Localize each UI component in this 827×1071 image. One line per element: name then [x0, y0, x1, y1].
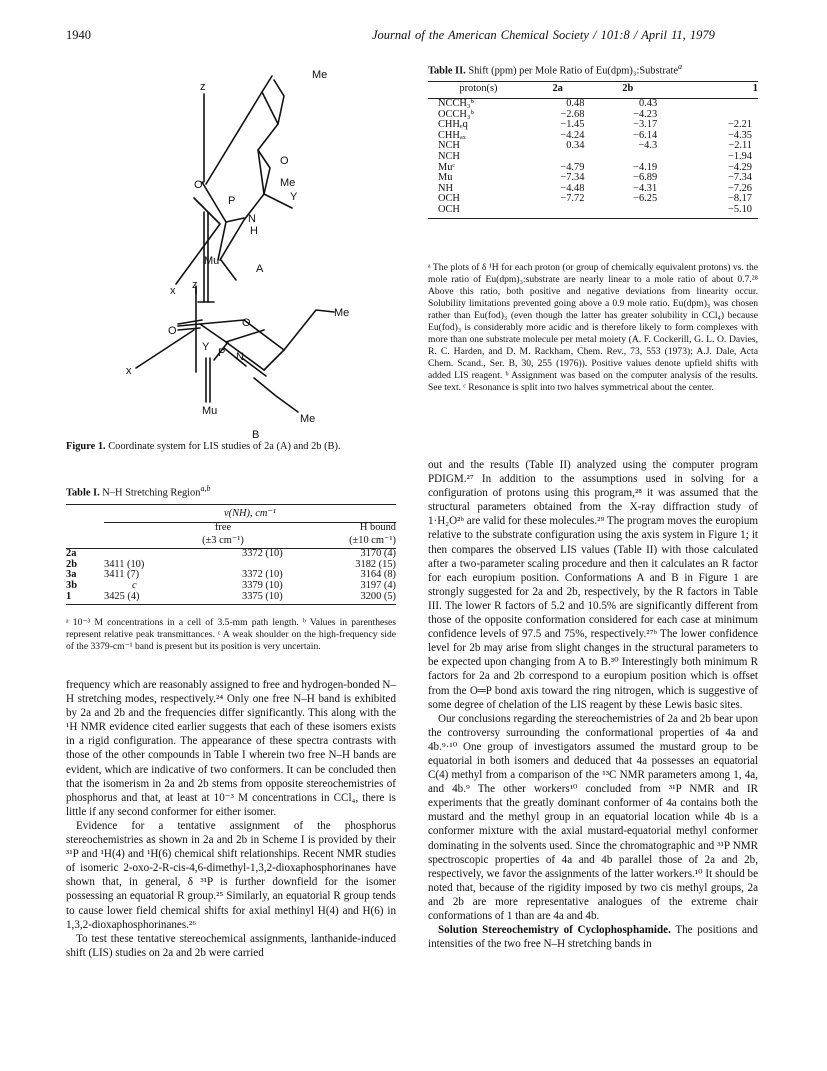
table-row: [428, 99, 758, 110]
table-2: [428, 62, 758, 219]
table-cell: 3170 (4): [360, 548, 396, 560]
fig-label: Y: [202, 341, 210, 353]
fig-label: x: [170, 285, 176, 297]
paragraph: Evidence for a tentative assignment of the phosphorus stereochemistries as shown in 2a and 2b in Scheme I is provided by their ³¹P and ¹H(4) and ¹H(6) chemical shift relationships. Recent NMR studies of isomeric 2-oxo-2-R-cis-4,6-dimethyl-1,3,2-dioxaphosphorinanes have shown that, in general, δ ³¹P is further downfield for the isomer possessing an equatorial R group.²⁵ Similarly, an equatorial R group tends to cause lower field chemical shifts for axial methinyl H(4) and H(6) in 1,3,2-dioxaphosphorinanes.²⁶: [66, 819, 396, 931]
table-cell: CHHₑq: [438, 119, 468, 131]
table-cell: 3a: [66, 569, 77, 581]
table-cell: −2.68: [560, 108, 585, 120]
table-cell: −4.23: [633, 108, 658, 120]
table-cell: −3.17: [633, 119, 658, 131]
table-cell: [586, 205, 669, 218]
fig-label: H: [250, 225, 258, 237]
section-text: The positions and intensities of the two free N–H stretching bands in: [428, 924, 758, 951]
right-column-text: [428, 458, 758, 951]
table-1-footnote: ᵃ 10⁻³ M concentrations in a cell of 3.5-mm path length. ᵇ Values in parentheses represent relative peak transmittances. ᶜ A weak shoulder on the high-frequency side of the 3379-cm⁻¹ band is present but its position is very uncertain.: [66, 617, 396, 652]
col-bound-unit: (±10 cm⁻¹): [342, 536, 396, 549]
fig-label: Me: [334, 307, 350, 319]
table-row: [428, 163, 758, 174]
table-cell: NCCH₃ᵇ: [438, 98, 474, 110]
table-cell: OCH: [428, 205, 529, 218]
table-cell: −7.72: [560, 193, 585, 205]
table-cell: −6.25: [633, 193, 658, 205]
table-row: [66, 592, 396, 605]
table-cell: OCH: [438, 193, 460, 205]
fig-label: Me: [300, 413, 316, 425]
table-cell: −6.89: [633, 172, 658, 184]
table-cell: NH: [438, 182, 454, 194]
table-cell: −1.45: [560, 119, 585, 131]
paragraph: To test these tentative stereochemical assignments, lanthanide-induced shift (LIS) studies on 2a and 2b were carried: [66, 932, 396, 959]
table-cell: 1: [66, 592, 104, 605]
table-cell: 3425 (4): [104, 592, 242, 605]
left-column-text: [66, 678, 396, 960]
figure-1-caption: [66, 440, 396, 453]
table-cell: −5.10: [669, 205, 758, 218]
fig-label: O: [168, 325, 177, 337]
table-cell: 3164 (8): [360, 569, 396, 581]
table-row: [66, 570, 396, 581]
page-number: 1940: [66, 28, 91, 42]
table-cell: −4.48: [560, 182, 585, 194]
table-cell: c: [132, 580, 137, 592]
nu-header: ν(NH), cm⁻¹: [104, 509, 396, 522]
table-cell: 3411 (7): [104, 569, 140, 581]
table-cell: NCH: [438, 140, 460, 152]
table-cell: −8.17: [727, 193, 752, 205]
fig-label: O: [194, 179, 203, 191]
paragraph: [428, 923, 758, 951]
column-header: proton(s): [428, 82, 529, 99]
table-cell: −7.26: [727, 182, 752, 194]
table-cell: −7.34: [560, 172, 585, 184]
table-row: [428, 141, 758, 152]
table-cell: −4.24: [560, 129, 585, 141]
column-header: 2b: [586, 82, 669, 99]
table-1-title-sup: a,b: [200, 484, 211, 493]
fig-label: P: [228, 195, 236, 207]
fig-label: O: [280, 155, 289, 167]
table-2-grid: [428, 81, 758, 218]
col-free: free: [214, 522, 232, 534]
caption-text: Coordinate system for LIS studies of 2a (A) and 2b (B).: [105, 441, 341, 452]
table-cell: −2.11: [728, 140, 752, 152]
table-row: [428, 173, 758, 184]
table-cell: CHHₐₓ: [438, 129, 466, 141]
table-row: [428, 205, 758, 218]
caption-label: Figure 1.: [66, 441, 106, 452]
table-cell: 3375 (10): [242, 592, 342, 605]
fig-label: z: [192, 279, 198, 291]
table-1-title: [66, 484, 396, 498]
table-cell: OCCH₃ᵇ: [438, 108, 474, 120]
section-heading: Solution Stereochemistry of Cyclophosphamide.: [438, 924, 671, 937]
column-header: 1: [669, 82, 758, 99]
journal-header: Journal of the American Chemical Society / 101:8 / April 11, 1979: [372, 28, 715, 42]
fig-label: x: [126, 365, 132, 377]
table-row: [428, 120, 758, 131]
table-cell: 3b: [66, 580, 77, 592]
table-cell: 3200 (5): [342, 592, 396, 605]
table-cell: 2a: [66, 548, 77, 560]
fig-label: P: [218, 347, 226, 359]
table-cell: −4.29: [727, 161, 752, 173]
table-cell: 2b: [66, 558, 77, 570]
table-cell: 3372 (10): [242, 569, 283, 581]
table-cell: −4.19: [633, 161, 658, 173]
table-cell: 3197 (4): [360, 580, 396, 592]
table-cell: [529, 205, 587, 218]
table-cell: −1.94: [727, 151, 752, 163]
table-2-title: [428, 62, 758, 76]
table-1-label: Table I.: [66, 487, 100, 499]
fig-label: O: [242, 317, 251, 329]
paragraph: out and the results (Table II) analyzed using the computer program PDIGM.²⁷ In addition to the assumptions used in solving for a configuration of protons using this program,²⁸ it was assumed that the structural parameters obtained from the X-ray diffraction study of 1·H₂O²ᵇ are valid for these molecules.²⁹ The program moves the europium relative to the substrate configuration using the axis system in Figure 1; it then compares the observed LIS values (Table II) with those calculated after a two-parameter scaling procedure and then it calculates an R factor for each europium position. Conformations A and B in Figure 1 are strongly suggested for 2a and 2b, respectively, by the R factors in Table III. The lower R factors of 5.2 and 10.5% are significantly different from those of the opposite conformation considered for each case at minimum confidence levels of 97.5 and 75%, respectively.²⁷ᵇ The lower confidence level for 2b may arise from slight changes in the structural parameters to be expected upon changing from A to B.³⁰ Interestingly both minimum R factors for 2a and 2b correspond to a europium position which is offset from the O═P bond axis toward the ring nitrogen, which is suggestive of some degree of chelation of the LIS reagent by these Lewis basic sites.: [428, 459, 758, 711]
table-cell: 3411 (10): [104, 558, 145, 570]
table-cell: −7.34: [727, 172, 752, 184]
table-cell: NCH: [438, 151, 460, 163]
table-cell: −4.31: [633, 182, 658, 194]
paragraph: Our conclusions regarding the stereochemistries of 2a and 2b bear upon the controversy surrounding the conformational properties of 4a and 4b.⁹·¹⁰ One group of investigators assumed the mustard group to be equatorial in both isomers and deduced that 4a possesses an equatorial C(4) methyl from a comparison of the ¹³C NMR parameters among 1, 4a, and 4b.⁹ The other workers¹⁰ concluded from ³¹P NMR and IR experiments that the greatly dominant conformer of 4a contains both the mustard and the methyl group in an equatorial location while 4b is a conformer mixture with the axial mustard-equatorial methyl conformer dominating in the solvents used. Since the chromatographic and ³¹P NMR spectroscopic properties of 4a and 4b parallel those of 2a and 2b, respectively, we favor the assignments of the latter workers.¹⁰ It should be noted that, because of the rigidity imposed by two cis methyl groups, 2a and 2b are more representative analogues of the extreme chair conformations of 1 than are 4a and 4b.: [428, 712, 758, 922]
table-cell: 3372 (10): [242, 548, 283, 560]
table-cell: 0.43: [638, 98, 658, 110]
table-1-title-text: N–H Stretching Region: [99, 487, 201, 499]
table-cell: −4.3: [638, 140, 658, 152]
table-row: [428, 152, 758, 163]
fig-label: B: [252, 429, 260, 440]
table-cell: −4.79: [560, 161, 585, 173]
table-cell: Mu: [438, 172, 453, 184]
table-1: [66, 484, 396, 605]
table-cell: 3379 (10): [242, 580, 283, 592]
figure-1-drawing: [66, 62, 396, 440]
table-cell: [669, 99, 758, 110]
table-1-grid: [66, 504, 396, 605]
table-2-footnote: ᵃ The plots of δ ¹H for each proton (or group of chemically equivalent protons) vs. the mole ratio of Eu(dpm)₃:substrate are nearly linear to a mole ratio of about 0.7.²⁸ Above this ratio, both positive and negative deviations from linearity occur. Solubility limitations prevented going above a 0.9 mole ratio. Eu(dpm)₃ was chosen rather than Eu(fod)₃ (even though the latter has greater solubility in CCl₄) because Eu(fod)₃ is considerably more acidic and is therefore likely to form complexes with more than one substrate molecule per metal moiety (A. F. Cockerill, G. L. O. Davies, R. C. Harden, and D. M. Rackham, Chem. Rev., 73, 553 (1973); A.J. Dale, Acta Chem. Scand., Ser. B, 30, 255 (1976)). Positive values denote upfield shifts with added LIS reagent. ᵇ Assignment was based on the computer analysis of the results. See text. ᶜ Resonance is split into two halves symmetrical about the center.: [428, 262, 758, 393]
table-cell: −4.35: [727, 129, 752, 141]
table-2-title-sup: a: [678, 62, 683, 71]
table-row: [428, 194, 758, 205]
table-cell: −2.21: [727, 119, 752, 131]
fig-label: Me: [280, 177, 296, 189]
paragraph: frequency which are reasonably assigned to free and hydrogen-bonded N–H stretching modes, respectively.²⁴ Only one free N–H band is exhibited by 2a and 2b and the frequencies differ significantly. This along with the ¹H NMR evidence cited earlier suggests that each of these isomers exists in a rigid configuration. The appearance of these spectra contrasts with those of the other compounds in Table I wherein two free N–H bands are evident, which are indicative of two conformers. It can be concluded then that the isomerism in 2a and 2b stems from opposite stereochemistries of phosphorus and that, at least at 10⁻³ M concentrations in CCl₄, there is little if any second conformer for either isomer.: [66, 679, 396, 818]
table-cell: −6.14: [633, 129, 658, 141]
fig-label: Me: [312, 69, 328, 81]
column-header: 2a: [529, 82, 587, 99]
fig-label: Y: [290, 191, 298, 203]
fig-label: N: [248, 213, 256, 225]
col-bound: H bound: [359, 522, 396, 534]
table-row: [428, 184, 758, 195]
fig-label: A: [256, 263, 264, 275]
table-cell: Muᶜ: [438, 161, 456, 173]
table-cell: 0.34: [566, 140, 585, 152]
fig-label: N: [236, 351, 244, 363]
table-2-title-text: Shift (ppm) per Mole Ratio of Eu(dpm)₃:Substrate: [465, 65, 679, 77]
col-free-unit: (±3 cm⁻¹): [104, 536, 342, 549]
fig-label: z: [200, 81, 206, 93]
fig-label: Mu: [204, 255, 220, 267]
table-row: [428, 131, 758, 142]
table-cell: 0.48: [566, 98, 585, 110]
table-row: [428, 110, 758, 121]
table-2-label: Table II.: [428, 65, 466, 77]
table-cell: 3182 (15): [355, 558, 396, 570]
fig-label: Mu: [202, 405, 218, 417]
